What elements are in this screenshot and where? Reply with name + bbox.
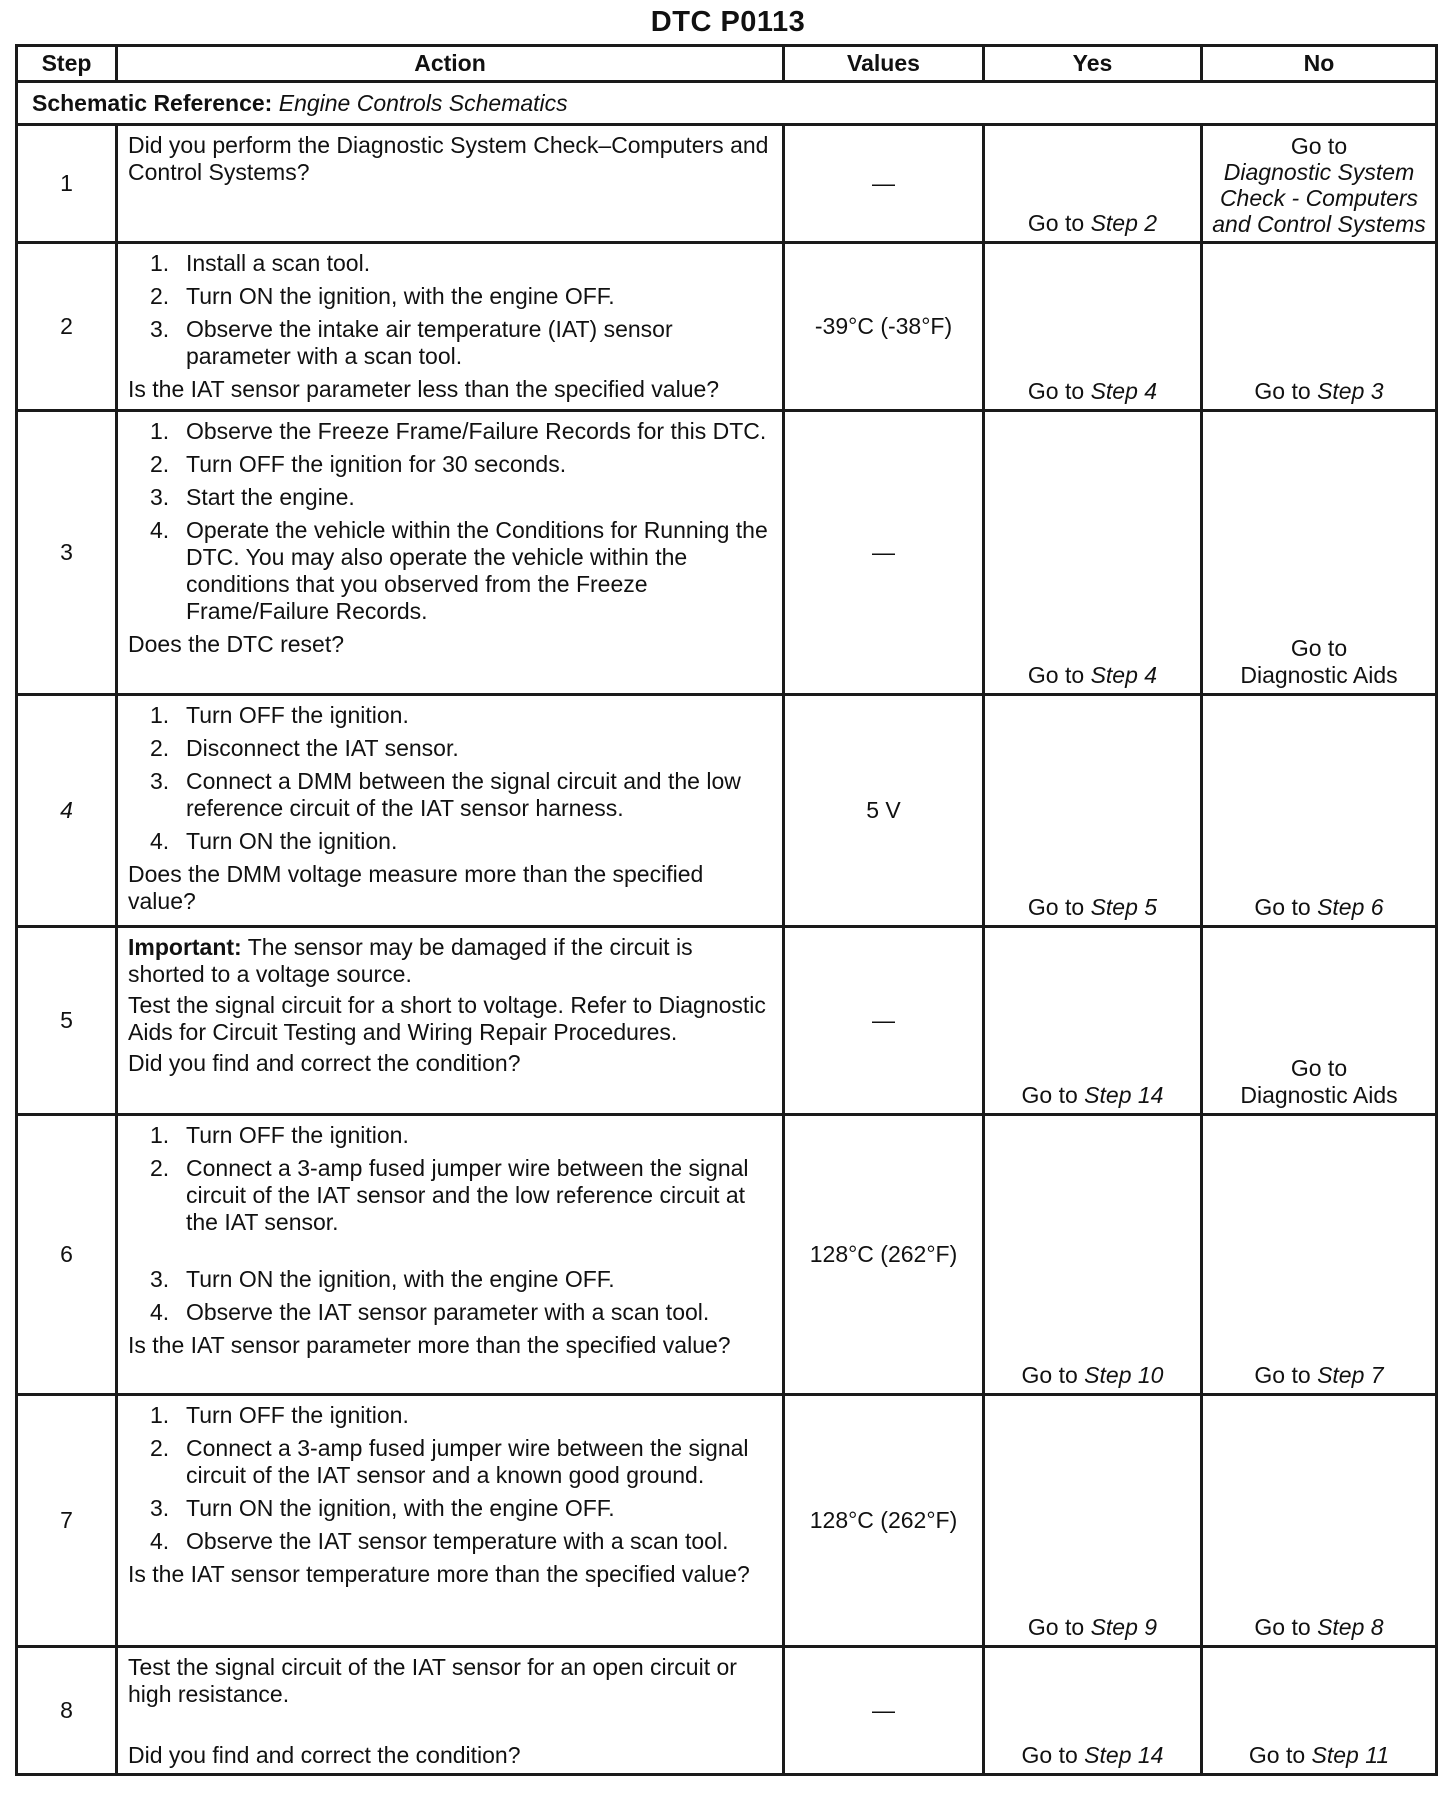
yes-cell: [984, 411, 1202, 695]
action-text: Test the signal circuit for a short to voltage. Refer to Diagnostic Aids for Circuit Testing and Wiring Repair Procedures.: [128, 992, 766, 1045]
yes-cell: [984, 1395, 1202, 1647]
step-number: 4: [17, 695, 117, 927]
no-cell: [1202, 243, 1437, 411]
header-no: No: [1202, 46, 1437, 82]
value-cell: —: [784, 125, 984, 243]
table-row: [17, 1395, 1437, 1647]
header-values: Values: [784, 46, 984, 82]
goto-text: Go to: [1254, 894, 1311, 920]
page-title: DTC P0113: [650, 6, 806, 38]
list-item: 3. Turn ON the ignition, with the engine OFF.: [150, 1495, 615, 1521]
step-number: 3: [17, 411, 117, 695]
action-cell: [117, 125, 784, 243]
action-list: [128, 418, 772, 625]
yes-cell: [984, 927, 1202, 1115]
action-question: Is the IAT sensor temperature more than the specified value?: [128, 1561, 750, 1587]
schematic-link[interactable]: Engine Controls Schematics: [278, 89, 568, 116]
value-cell: —: [784, 1647, 984, 1775]
action-cell: [117, 1395, 784, 1647]
action-text: Test the signal circuit of the IAT sensor for an open circuit or high resistance.: [128, 1654, 737, 1707]
list-item: 4. Turn ON the ignition.: [150, 828, 398, 854]
list-item: 3. Turn ON the ignition, with the engine OFF.: [150, 1266, 615, 1292]
no-step-link[interactable]: Step 6: [1317, 894, 1384, 920]
action-cell: [117, 927, 784, 1115]
no-cell: [1202, 411, 1437, 695]
yes-step-link[interactable]: Step 2: [1090, 210, 1158, 236]
table-row: [17, 243, 1437, 411]
goto-text: Go to: [1254, 378, 1311, 404]
no-cell: [1202, 927, 1437, 1115]
step-number: 5: [17, 927, 117, 1115]
list-item: 2. Turn ON the ignition, with the engine OFF.: [150, 283, 615, 309]
schematic-reference: [17, 82, 1437, 125]
list-item: 1. Observe the Freeze Frame/Failure Records for this DTC.: [150, 418, 767, 444]
value-cell: 128°C (262°F): [784, 1115, 984, 1395]
header-yes: Yes: [984, 46, 1202, 82]
list-item: 2. Disconnect the IAT sensor.: [150, 735, 459, 761]
yes-step-link[interactable]: Step 5: [1090, 894, 1158, 920]
table-row: [17, 1115, 1437, 1395]
action-cell: [117, 695, 784, 927]
goto-text: Go to: [1027, 894, 1085, 920]
action-question: Did you find and correct the condition?: [128, 1742, 521, 1768]
step-number: 6: [17, 1115, 117, 1395]
goto-text: Go to: [1027, 662, 1085, 688]
table-row: [17, 125, 1437, 243]
action-cell: [117, 243, 784, 411]
goto-text: Go to: [1027, 1614, 1085, 1640]
no-step-link[interactable]: Step 11: [1311, 1742, 1390, 1768]
header-step: Step: [17, 46, 117, 82]
important-text: The sensor may be damaged if the circuit is shorted to a voltage source.: [128, 934, 693, 987]
action-list: [128, 1122, 772, 1326]
no-goto-text: Go to: [1290, 133, 1348, 159]
no-cell: [1202, 1115, 1437, 1395]
list-item: 3. Connect a DMM between the signal circuit and the low reference circuit of the IAT sensor harness.: [150, 768, 741, 821]
action-cell: [117, 411, 784, 695]
no-cell: [1202, 1395, 1437, 1647]
yes-cell: [984, 1647, 1202, 1775]
list-item: 1. Turn OFF the ignition.: [150, 1122, 409, 1148]
no-step-link[interactable]: Step 8: [1317, 1614, 1384, 1640]
header-row: [17, 46, 1437, 82]
action-question: Does the DTC reset?: [128, 631, 345, 657]
yes-step-link[interactable]: Step 4: [1090, 662, 1158, 688]
no-diagnostic-aids-link[interactable]: Diagnostic Aids: [1240, 662, 1398, 688]
no-step-link[interactable]: Diagnostic System Check - Computers and Control Systems: [1212, 159, 1426, 237]
yes-cell: [984, 1115, 1202, 1395]
goto-text: Go to: [1021, 1362, 1078, 1388]
no-cell: [1202, 125, 1437, 243]
value-cell: —: [784, 927, 984, 1115]
action-cell: [117, 1647, 784, 1775]
table-row: [17, 927, 1437, 1115]
header-action: Action: [117, 46, 784, 82]
yes-cell: [984, 125, 1202, 243]
list-item: 2. Turn OFF the ignition for 30 seconds.: [150, 451, 567, 477]
table-row: [17, 411, 1437, 695]
action-list: [128, 1402, 772, 1555]
no-diagnostic-aids-link[interactable]: Diagnostic Aids: [1240, 1082, 1398, 1108]
goto-text: Go to: [1027, 210, 1085, 236]
list-item: 3. Observe the intake air temperature (IAT) sensor parameter with a scan tool.: [150, 316, 673, 369]
no-cell: [1202, 1647, 1437, 1775]
no-goto-text: Go to: [1290, 1055, 1348, 1081]
value-cell: —: [784, 411, 984, 695]
no-goto-text: Go to: [1290, 635, 1348, 661]
goto-text: Go to: [1021, 1742, 1078, 1768]
value-cell: 128°C (262°F): [784, 1395, 984, 1647]
goto-text: Go to: [1248, 1742, 1306, 1768]
step-number: 8: [17, 1647, 117, 1775]
goto-text: Go to: [1021, 1082, 1078, 1108]
yes-step-link[interactable]: Step 14: [1084, 1742, 1164, 1768]
dtc-table: [15, 44, 1438, 1776]
action-list: [128, 250, 772, 370]
list-item: 2. Connect a 3-amp fused jumper wire between the signal circuit of the IAT sensor and a known good ground.: [150, 1435, 749, 1488]
action-cell: [117, 1115, 784, 1395]
goto-text: Go to: [1027, 378, 1085, 404]
action-question: Is the IAT sensor parameter more than the specified value?: [128, 1332, 731, 1358]
list-item: 1. Turn OFF the ignition.: [150, 1402, 409, 1428]
yes-step-link[interactable]: Step 14: [1084, 1082, 1164, 1108]
no-cell: [1202, 695, 1437, 927]
yes-step-link[interactable]: Step 10: [1084, 1362, 1164, 1388]
step-number: 7: [17, 1395, 117, 1647]
yes-cell: [984, 243, 1202, 411]
schematic-row: [17, 82, 1437, 125]
step-number: 2: [17, 243, 117, 411]
action-list: [128, 702, 772, 855]
goto-text: Go to: [1254, 1362, 1311, 1388]
table-row: [17, 695, 1437, 927]
yes-step-link[interactable]: Step 9: [1090, 1614, 1158, 1640]
action-question: Did you find and correct the condition?: [128, 1050, 521, 1076]
action-question: Does the DMM voltage measure more than the specified value?: [128, 861, 704, 914]
yes-cell: [984, 695, 1202, 927]
table-row: [17, 1647, 1437, 1775]
important-note: [128, 934, 772, 988]
list-item: 2. Connect a 3-amp fused jumper wire between the signal circuit of the IAT sensor and the low reference circuit at the IAT sensor.: [150, 1155, 749, 1235]
list-item: 1. Install a scan tool.: [150, 250, 371, 276]
list-item: 1. Turn OFF the ignition.: [150, 702, 409, 728]
list-item: 4. Observe the IAT sensor parameter with a scan tool.: [150, 1299, 710, 1325]
action-question: Is the IAT sensor parameter less than the specified value?: [128, 376, 720, 402]
important-label: Important:: [128, 934, 242, 960]
list-item: 3. Start the engine.: [150, 484, 355, 510]
goto-text: Go to: [1254, 1614, 1311, 1640]
value-cell: -39°C (-38°F): [784, 243, 984, 411]
action-text: Did you perform the Diagnostic System Check–Computers and Control Systems?: [128, 132, 769, 185]
list-item: 4. Operate the vehicle within the Conditions for Running the DTC. You may also operate the vehicle within the conditions that you observed from the Freeze Frame/Failure Records.: [150, 517, 768, 624]
no-step-link[interactable]: Step 3: [1317, 378, 1384, 404]
no-step-link[interactable]: Step 7: [1317, 1362, 1384, 1388]
list-item: 4. Observe the IAT sensor temperature with a scan tool.: [150, 1528, 729, 1554]
value-cell: 5 V: [784, 695, 984, 927]
schematic-label: Schematic Reference:: [32, 89, 273, 116]
step-number: 1: [17, 125, 117, 243]
yes-step-link[interactable]: Step 4: [1090, 378, 1158, 404]
